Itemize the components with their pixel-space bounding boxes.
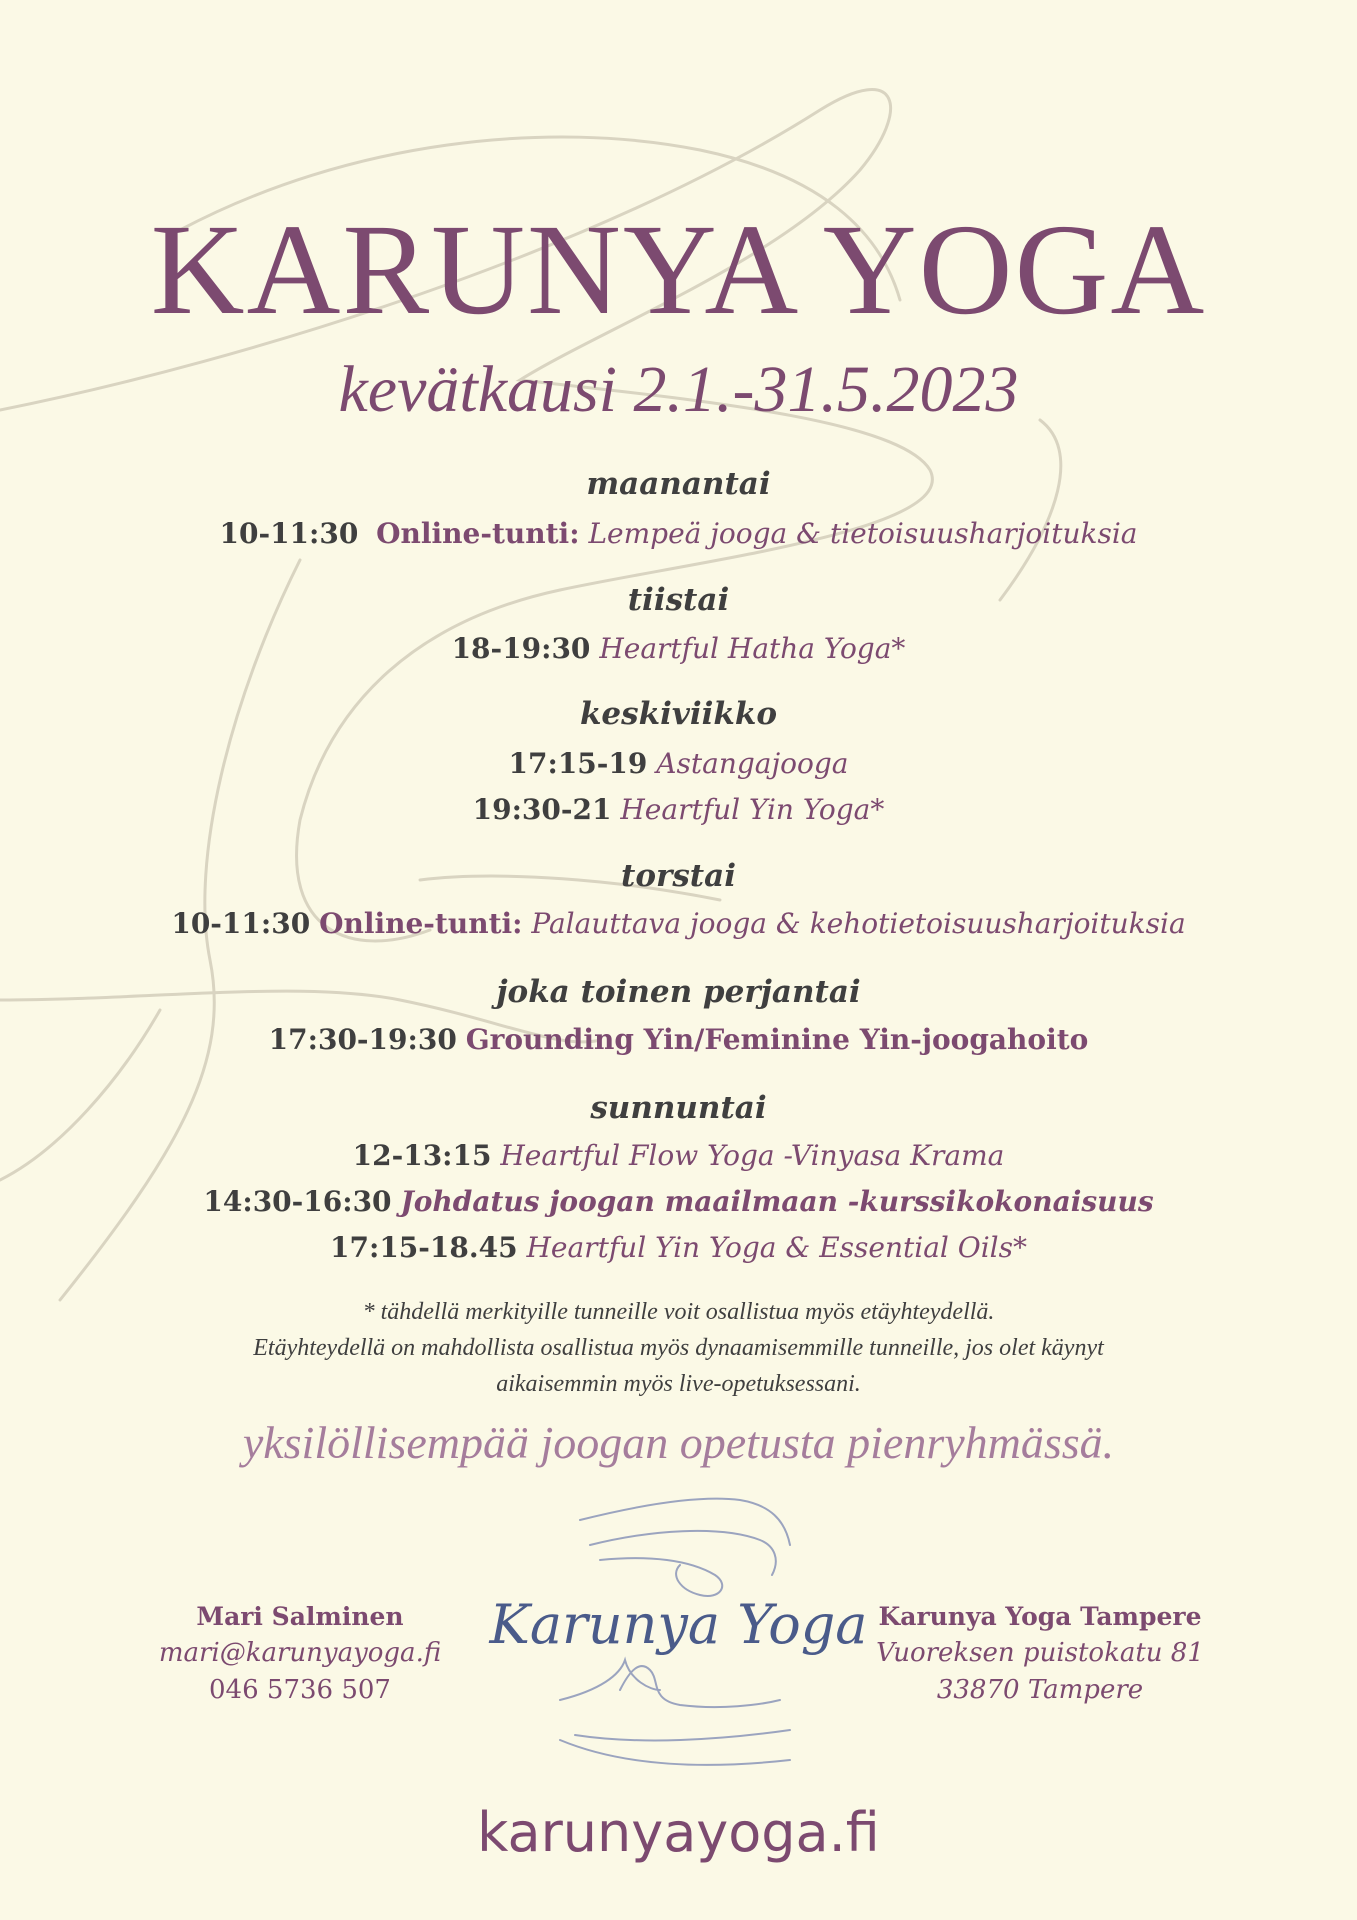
session-name: Heartful Hatha Yoga* [599,632,906,665]
session-name: Palauttava jooga & kehotietoisuusharjoituksia [531,907,1186,940]
session-time: 10-11:30 [219,517,359,550]
day-heading-monday: maanantai [586,466,771,502]
schedule-line [0,905,1357,943]
day-heading-friday: joka toinen perjantai [496,974,861,1010]
studio-city: 33870 Tampere [936,1675,1144,1705]
footnote-line: Etäyhteydellä on mahdollista osallistua myös dynaamisemmille tunneille, jos olet käynyt [253,1335,1104,1361]
season-subtitle: kevätkausi 2.1.-31.5.2023 [338,353,1019,426]
page-title: KARUNYA YOGA [150,198,1207,342]
footnote-line: aikaisemmin myös live-opetuksessani. [496,1371,861,1397]
day-heading-wednesday: keskiviikko [579,696,778,732]
session-name: Astangajooga [656,747,849,780]
session-name: Heartful Yin Yoga & Essential Oils* [526,1231,1027,1264]
schedule-line [0,745,1357,783]
session-time: 18-19:30 [451,632,591,665]
day-heading-thursday: torstai [621,858,736,894]
studio-name: Karunya Yoga Tampere [878,1602,1202,1631]
footnote-line: * tähdellä merkityille tunneille voit osallistua myös etäyhteydellä. [362,1299,995,1325]
schedule-line [0,515,1357,553]
session-name: Johdatus joogan maailmaan -kurssikokonaisuus [400,1185,1154,1218]
logo-wordmark: Karunya Yoga [489,1593,868,1656]
contact-phone[interactable]: 046 5736 507 [209,1675,391,1705]
schedule-line [0,630,1357,668]
session-name: Heartful Yin Yoga* [620,793,885,826]
day-heading-tuesday: tiistai [627,582,730,618]
studio-street: Vuoreksen puistokatu 81 [876,1638,1204,1668]
session-name: Lempeä jooga & tietoisuusharjoituksia [588,517,1138,550]
session-time: 12-13:15 [352,1139,492,1172]
contact-right [830,1598,1250,1709]
schedule-line [0,1183,1357,1221]
schedule-line [0,1137,1357,1175]
session-time: 14:30-16:30 [203,1185,392,1218]
day-heading-sunday: sunnuntai [590,1090,767,1126]
contact-email[interactable]: mari@karunyayoga.fi [158,1638,442,1668]
schedule-line [0,1229,1357,1267]
session-time: 17:15-18.45 [330,1231,518,1264]
session-time: 19:30-21 [472,793,612,826]
schedule-line [0,1021,1357,1059]
session-name: Grounding Yin/Feminine Yin-joogahoito [465,1023,1089,1056]
tagline: yksilöllisempää joogan opetusta pienryhmässä. [242,1417,1115,1468]
website-link[interactable]: karunyayoga.fi [477,1801,880,1864]
session-time: 17:30-19:30 [268,1023,457,1056]
session-name: Heartful Flow Yoga -Vinyasa Krama [500,1139,1005,1172]
schedule-line [0,791,1357,829]
online-label: Online-tunti: [376,517,580,550]
session-time: 10-11:30 [171,907,311,940]
session-time: 17:15-19 [508,747,648,780]
online-label: Online-tunti: [319,907,523,940]
contact-name: Mari Salminen [196,1602,404,1631]
